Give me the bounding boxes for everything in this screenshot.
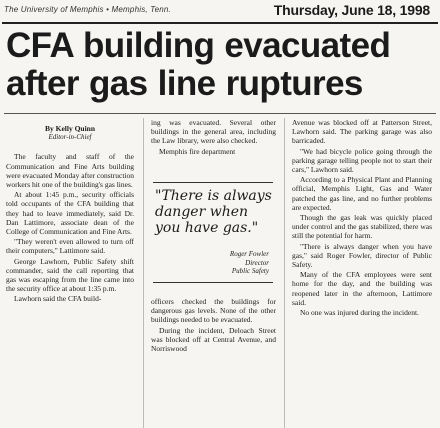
paragraph: At about 1:45 p.m., security officials told occupants of the CFA building that they had to leave immediately, said Dr. Dan Lattimore, associate dean of the College of Communication and Fine Arts.	[6, 190, 134, 237]
column-divider	[284, 118, 285, 428]
headline-divider	[4, 113, 436, 114]
masthead-publication: The University of Memphis • Memphis, Tenn.	[4, 5, 171, 14]
paragraph: According to a Physical Plant and Planning official, Memphis Light, Gas and Water patched the gas line, and no further problems are expected.	[292, 175, 432, 212]
paragraph: Avenue was blocked off at Patterson Street, Lawhorn said. The parking garage was also barricaded.	[292, 118, 432, 146]
pull-quote-attribution	[153, 250, 273, 276]
headline	[6, 27, 436, 103]
byline-title: Editor-in-Chief	[48, 133, 92, 142]
paragraph: George Lawhorn, Public Safety shift commander, said the call reporting that gas was escaping from the line came into the security office at about 1:35 p.m.	[6, 256, 134, 294]
paragraph: "They weren't even allowed to turn off their computers," Lattimore said.	[6, 237, 134, 256]
paragraph: ing was evacuated. Several other buildings in the general area, including the Law library, were also checked.	[151, 118, 276, 146]
paragraph: Many of the CFA employees were sent home for the day, and the building was reopened later in the afternoon, Lattimore said.	[292, 270, 432, 307]
paragraph: "We had bicycle police going through the parking garage telling people not to start their cars," Lawhorn said.	[292, 146, 432, 175]
headline-line-2: after gas line ruptures	[6, 64, 363, 103]
pull-quote-dept: Public Safety	[231, 267, 269, 275]
paragraph: "There is always danger when you have gas," said Roger Fowler, director of Public Safety.	[292, 241, 432, 270]
paragraph: No one was injured during the incident.	[300, 308, 419, 318]
paragraph: officers checked the buildings for dangerous gas levels. None of the other buildings needed to be evacuated.	[151, 297, 276, 325]
article-column-2-top	[151, 118, 276, 157]
pull-quote-role: Director	[245, 258, 269, 267]
byline-author: By Kelly Quinn	[44, 124, 95, 133]
paragraph: Lawhorn said the CFA build-	[14, 294, 102, 304]
paragraph: Memphis fire department	[159, 146, 236, 156]
masthead-date: Thursday, June 18, 1998	[273, 2, 430, 18]
article-column-2-bottom	[151, 297, 276, 354]
paragraph: The faculty and staff of the Communication and Fine Arts building were evacuated Monday after construction workers hit one of the building's gas lines.	[6, 152, 134, 190]
pull-quote-name: Roger Fowler	[229, 250, 269, 258]
paragraph: Though the gas leak was quickly placed under control and the gas stabilized, there was still the potential for harm.	[292, 213, 432, 241]
headline-line-1: CFA building evacuated	[6, 26, 391, 65]
masthead	[2, 0, 438, 24]
column-divider	[143, 118, 144, 428]
article-column-3	[292, 118, 432, 318]
paragraph: During the incident, Deloach Street was blocked off at Central Avenue, and Norriswood	[151, 325, 276, 354]
article-column-1	[6, 118, 134, 305]
pull-quote	[153, 182, 273, 283]
pull-quote-text: "There is always danger when you have gas."	[155, 188, 272, 236]
